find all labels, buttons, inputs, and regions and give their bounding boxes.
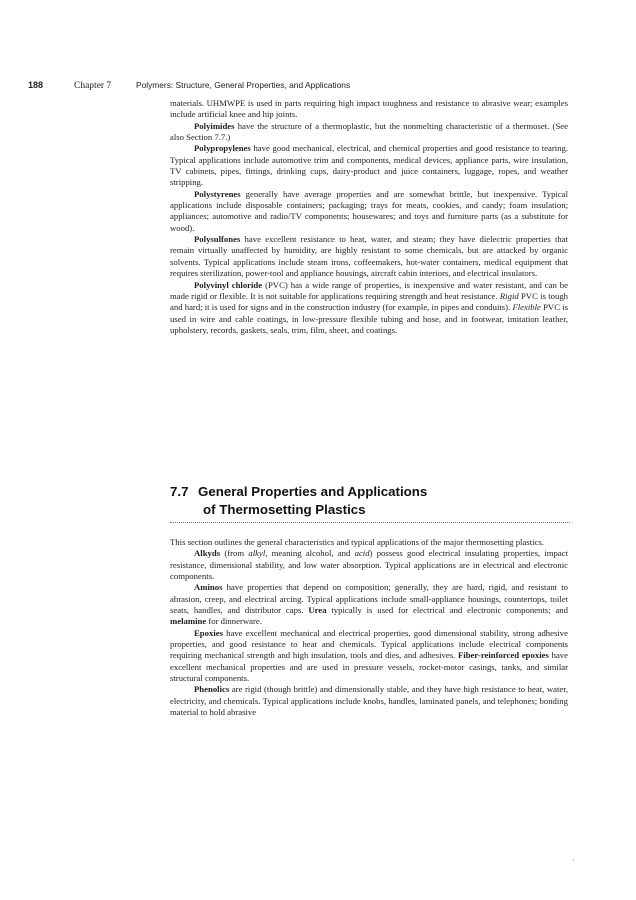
paragraph-text: have excellent mechanical properties and are used in pressure vessels, rocket-motor casings, tanks, and similar structural components. bbox=[170, 650, 568, 684]
term-polypropylenes: Polypropylenes bbox=[194, 143, 251, 154]
paragraph-polypropylenes bbox=[170, 143, 568, 188]
running-header bbox=[28, 80, 588, 91]
term-fiber-reinforced-epoxies: Fiber-reinforced epoxies bbox=[457, 650, 549, 661]
paragraph-text: , meaning alcohol, and bbox=[265, 548, 355, 559]
section-title-line2: of Thermosetting Plastics bbox=[203, 502, 366, 517]
paragraph-text: (from bbox=[220, 548, 249, 559]
term-phenolics: Phenolics bbox=[194, 684, 230, 695]
paragraph-text: PVC is used in wire and cable coatings, in low-pressure flexible tubing and hose, and in footwear, imitation leather, upholstery, records, gaskets, seals, trim, film, sheet, and coatings. bbox=[170, 302, 568, 335]
italic-flexible: Flexible bbox=[512, 302, 541, 313]
paragraph-epoxies bbox=[170, 628, 568, 685]
text-block-thermoplastics bbox=[170, 98, 568, 336]
paragraph-text: have excellent mechanical and electrical properties, good dimensional stability, strong adhesive properties, and good resistance to heat and chemicals. Typical applications include electrical components requiring mechanical strength and high insulation, tools and dies, and adhesives. bbox=[170, 627, 568, 661]
term-urea: Urea bbox=[308, 605, 327, 616]
term-polysulfones: Polysulfones bbox=[194, 234, 241, 245]
text-block-thermosets bbox=[170, 537, 568, 719]
paragraph-pvc bbox=[170, 280, 568, 337]
term-aminos: Aminos bbox=[194, 582, 223, 593]
section-divider bbox=[170, 522, 570, 523]
section-number: 7.7 bbox=[170, 484, 189, 499]
page-number: 188 bbox=[28, 80, 44, 90]
term-melamine: melamine bbox=[170, 616, 207, 627]
italic-rigid: Rigid bbox=[499, 290, 519, 301]
paragraph-text: typically is used for electrical and electronic components; and bbox=[326, 605, 568, 616]
paragraph-text: have the structure of a thermoplastic, but the nonmelting characteristic of a thermoset. (See also Section 7.7.) bbox=[170, 120, 568, 143]
paragraph-text: PVC is tough and hard; it is used for signs and in the construction industry (for example, in pipes and conduits). bbox=[170, 290, 569, 313]
section-intro: This section outlines the general characteristics and typical applications of the major thermosetting plastics. bbox=[170, 537, 544, 547]
paragraph-alkyds bbox=[170, 548, 568, 582]
chapter-label: Chapter 7 bbox=[74, 81, 112, 91]
chapter-title: Polymers: Structure, General Properties, and Applications bbox=[136, 80, 351, 90]
page-mark: · bbox=[572, 856, 575, 865]
paragraph-aminos bbox=[170, 582, 568, 627]
paragraph-phenolics bbox=[170, 684, 568, 718]
paragraph-polystyrenes bbox=[170, 189, 568, 234]
paragraph-text: generally have average properties and are somewhat brittle, but inexpensive. Typical applications include disposable containers; packaging; trays for meats, cookies, and candy; foam insulation; appliances; automotive and radio/TV components; housewares; and toys and furniture parts (as a substitute for wood). bbox=[170, 188, 568, 233]
term-epoxies: Epoxies bbox=[194, 627, 223, 638]
paragraph-text: for dinnerware. bbox=[206, 616, 262, 627]
term-polystyrenes: Polystyrenes bbox=[194, 188, 241, 199]
paragraph-polyimides bbox=[170, 121, 568, 144]
term-alkyds: Alkyds bbox=[194, 548, 221, 559]
paragraph-uhmwpe-continued: materials. UHMWPE is used in parts requiring high impact toughness and resistance to abrasive wear; examples include artificial knee and hip joints. bbox=[170, 98, 568, 120]
paragraph-text: ) possess good electrical insulating properties, impact resistance, dimensional stability, and low water absorption. Typical applications are in electrical and electronic components. bbox=[170, 548, 569, 582]
paragraph-text: have excellent resistance to heat, water, and steam; they have dielectric properties that remain virtually unaffected by humidity, are highly resistant to some chemicals, but are attacked by organic solvents. Typical applications include steam irons, coffeemakers, hot-water containers, medical equipment that requires sterilization, power-tool and appliance housings, aircraft cabin interiors, and electrical insulators. bbox=[170, 234, 568, 279]
paragraph-text: have good mechanical, electrical, and chemical properties and good resistance to tearing. Typical applications include automotive trim and components, medical devices, appliance parts, wire insulation, TV cabinets, pipes, fittings, drinking cups, dairy-product and juice containers, luggage, ropes, and weather stripping. bbox=[170, 143, 568, 188]
italic-acid: acid bbox=[354, 548, 370, 559]
paragraph-text: have properties that depend on composition; generally, they are hard, rigid, and resistant to abrasion, creep, and electrical arcing. Typical applications include small-appliance housings, countertops, toilet seats, handles, and distributor caps. bbox=[170, 582, 568, 616]
term-polyimides: Polyimides bbox=[194, 120, 235, 131]
section-heading bbox=[170, 483, 570, 519]
section-title-line1: General Properties and Applications bbox=[198, 484, 428, 499]
term-polyvinyl-chloride: Polyvinyl chloride bbox=[194, 279, 263, 290]
paragraph-text: (PVC) has a wide range of properties, is inexpensive and water resistant, and can be made rigid or flexible. It is not suitable for applications requiring strength and heat resistance. bbox=[170, 279, 569, 301]
paragraph-text: are rigid (though brittle) and dimensionally stable, and they have high resistance to heat, water, electricity, and chemicals. Typical applications include knobs, handles, laminated panels, and telephones; bonding material to hold abrasive bbox=[170, 684, 568, 718]
italic-alkyl: alkyl bbox=[248, 548, 266, 559]
paragraph-polysulfones bbox=[170, 234, 568, 279]
